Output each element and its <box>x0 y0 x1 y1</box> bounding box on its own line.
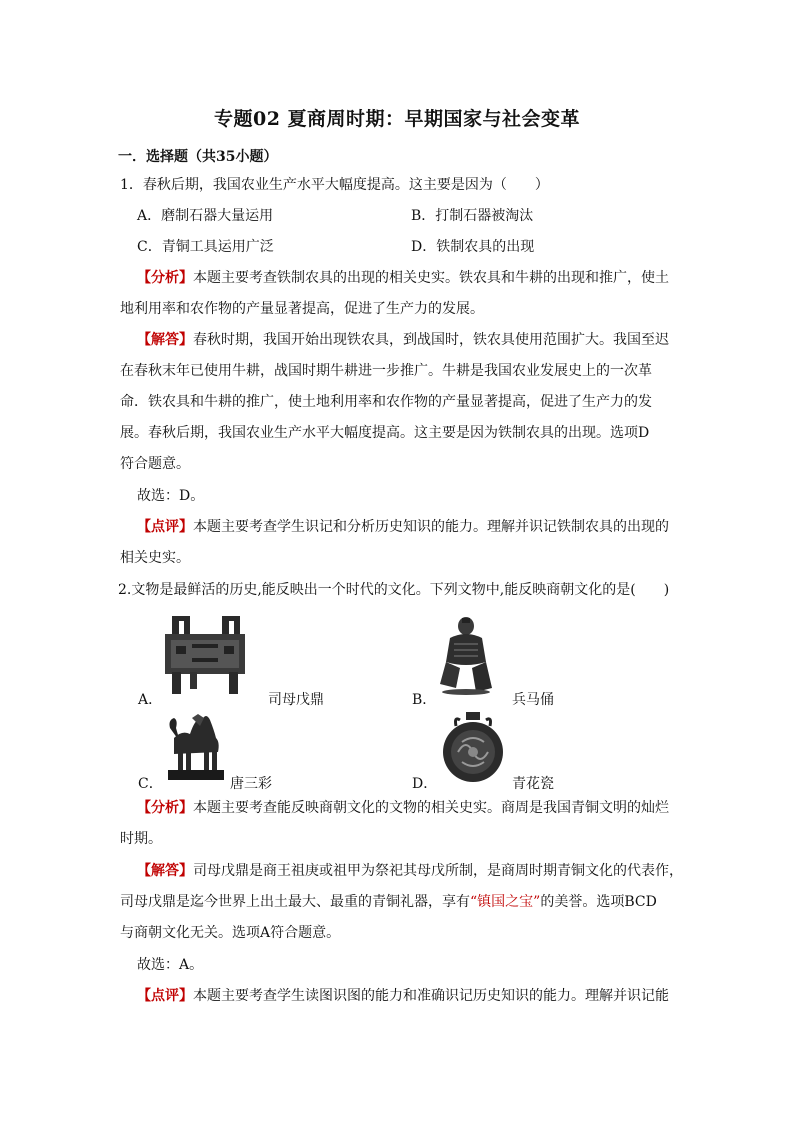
blue-white-porcelain-image <box>440 712 506 784</box>
section-heading: 一．选择题（共35小题） <box>118 149 278 165</box>
q2-option-b-letter: B． <box>412 692 437 708</box>
comment-tag: 【点评】 <box>137 988 193 1004</box>
q2-answer-line-3: 与商朝文化无关。选项A符合题意。 <box>120 925 341 941</box>
q2-analysis-line-1: 【分析】本题主要考查能反映商朝文化的文物的相关史实。商周是我国青铜文明的灿烂 <box>137 800 669 816</box>
answer-tag: 【解答】 <box>137 332 193 348</box>
q1-answer-line-2: 在春秋末年已使用牛耕，战国时期牛耕进一步推广。牛耕是我国农业发展史上的一次革 <box>120 363 652 379</box>
q1-answer-line-3: 命．铁农具和牛耕的推广，使土地利用率和农作物的产量显著提高，促进了生产力的发 <box>120 394 652 410</box>
q1-answer-line-5: 符合题意。 <box>120 456 190 472</box>
q2-option-d-name: 青花瓷 <box>512 776 554 792</box>
comment-tag: 【点评】 <box>137 519 193 535</box>
q2-option-d-letter: D． <box>412 776 438 792</box>
q2-option-a-letter: A． <box>138 692 163 708</box>
q1-answer-line-4: 展。春秋后期，我国农业生产水平大幅度提高。这主要是因为铁制农具的出现。选项D <box>120 425 650 441</box>
q1-analysis-line-2: 地利用率和农作物的产量显著提高，促进了生产力的发展。 <box>120 301 484 317</box>
q1-option-c: C．青铜工具运用广泛 <box>137 239 274 255</box>
q1-option-d: D．铁制农具的出现 <box>411 239 535 255</box>
analysis-tag: 【分析】 <box>137 270 193 286</box>
q1-analysis-line-1: 【分析】本题主要考查铁制农具的出现的相关史实。铁农具和牛耕的出现和推广，使土 <box>137 270 669 286</box>
q1-stem: 1．春秋后期，我国农业生产水平大幅度提高。这主要是因为（ ） <box>120 177 549 193</box>
q1-comment-line-2: 相关史实。 <box>120 550 190 566</box>
q2-stem: 2.文物是最鲜活的历史,能反映出一个时代的文化。下列文物中,能反映商朝文化的是( ) <box>118 582 670 598</box>
q1-answer-line-1: 【解答】春秋时期，我国开始出现铁农具，到战国时，铁农具使用范围扩大。我国至迟 <box>137 332 669 348</box>
analysis-tag: 【分析】 <box>137 800 193 816</box>
page-title: 专题02 夏商周时期：早期国家与社会变革 <box>213 108 581 130</box>
q2-choice: 故选：A。 <box>137 957 204 973</box>
q2-answer-line-2: 司母戊鼎是迄今世界上出土最大、最重的青铜礼器，享有“镇国之宝”的美誉。选项BCD <box>120 894 657 910</box>
q2-answer-line-1: 【解答】司母戊鼎是商王祖庚或祖甲为祭祀其母戊所制，是商周时期青铜文化的代表作， <box>137 863 683 879</box>
q1-comment-line-1: 【点评】本题主要考查学生识记和分析历史知识的能力。理解并识记铁制农具的出现的 <box>137 519 669 535</box>
q1-choice: 故选：D。 <box>137 488 205 504</box>
q2-option-a-name: 司母戊鼎 <box>268 692 324 708</box>
answer-tag: 【解答】 <box>137 863 193 879</box>
tang-sancai-camel-image <box>162 712 228 784</box>
q2-comment-line-1: 【点评】本题主要考查学生读图识图的能力和准确识记历史知识的能力。理解并识记能 <box>137 988 669 1004</box>
q1-option-a: A．磨制石器大量运用 <box>137 208 274 224</box>
terracotta-warrior-image <box>436 616 496 696</box>
q2-option-c-name: 唐三彩 <box>230 776 272 792</box>
quote-highlight: “镇国之宝” <box>470 894 541 910</box>
q1-option-b: B．打制石器被淘汰 <box>411 208 534 224</box>
q2-option-c-letter: C． <box>138 776 163 792</box>
q2-analysis-line-2: 时期。 <box>120 831 162 847</box>
ding-vessel-image <box>162 616 248 696</box>
q2-option-b-name: 兵马俑 <box>512 692 554 708</box>
